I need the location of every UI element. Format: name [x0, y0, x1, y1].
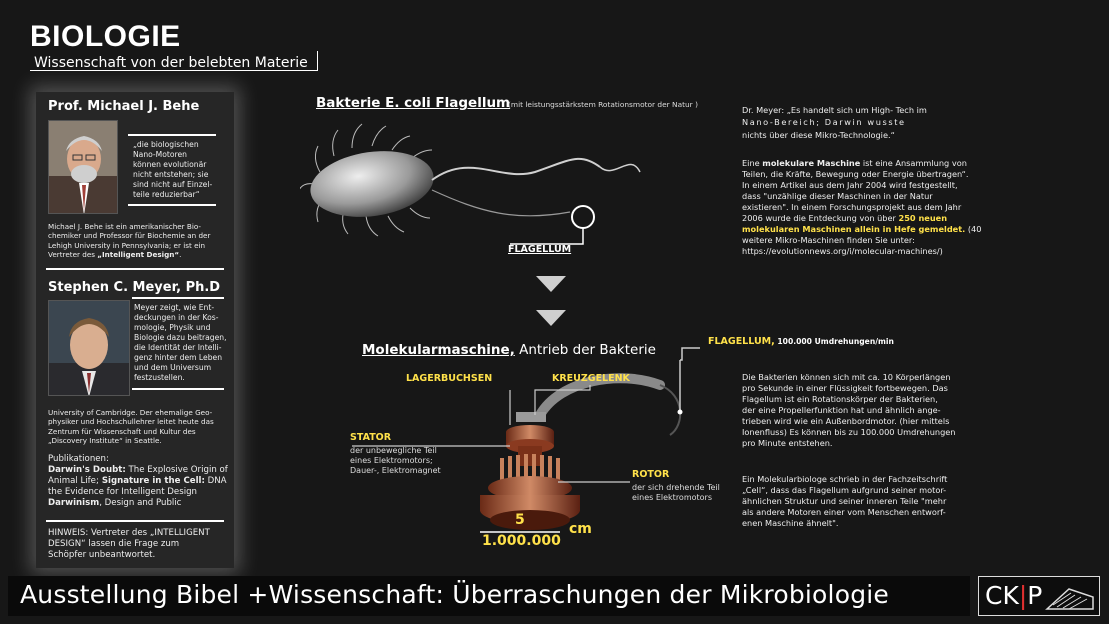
paragraph-text: (40	[965, 224, 982, 234]
paragraph-line: trieben wird wie ein Außenbordmotor. (hier mittels	[742, 416, 950, 426]
paragraph-line: der eine Propellerfunktion hat und ähnlich ange-	[742, 405, 941, 415]
kreuzgelenk-label: KREUZGELENK	[552, 373, 630, 384]
bacterium-body	[306, 144, 438, 225]
paragraph-line: Teilen, die Kräfte, Bewegung oder Energie übertragen“.	[742, 169, 969, 179]
behe-quote-line: teile reduzierbar“	[133, 190, 200, 199]
flagellum-motor-label-text: FLAGELLUM,	[708, 336, 775, 347]
page-subtitle: Wissenschaft von der belebten Materie	[34, 55, 308, 71]
intelligent-design-term: „Intelligent Design“	[97, 250, 180, 260]
motor-filament	[660, 385, 680, 435]
motor-heading-rest: Antrieb der Bakterie	[514, 342, 656, 358]
note-divider	[46, 520, 224, 522]
meyer-bio-line: physiker und Hochschullehrer leitet heute das	[48, 417, 214, 427]
publication-line: the Evidence for Intelligent Design	[48, 487, 197, 497]
meyer-quote-line: die Identität der Intelli-	[134, 343, 222, 352]
meyer-bio	[48, 408, 214, 446]
meyer-quote-line: Meyer zeigt, wie Ent-	[134, 303, 215, 312]
paragraph-line: weitere Mikro-Maschinen finden Sie unter:	[742, 235, 915, 245]
meyer-quote-bottom-rule	[132, 388, 224, 390]
scale-unit: cm	[569, 521, 592, 537]
ecoli-illustration	[300, 112, 660, 262]
flagellum-label: FLAGELLUM	[508, 244, 572, 255]
page-title: BIOLOGIE	[30, 20, 181, 53]
logo-text: CK|P	[985, 581, 1043, 610]
paragraph-line: ähnlichen Struktur und seiner inneren Teile "mehr	[742, 496, 947, 506]
molecular-machine-paragraph	[742, 158, 981, 257]
arrow-down-icon	[536, 276, 566, 292]
paragraph-line	[742, 158, 981, 169]
paragraph-line: Flagellum ist ein Rotationskörper der Bakterien,	[742, 394, 938, 404]
down-arrows	[534, 274, 568, 330]
flagellum-tip	[600, 165, 640, 172]
paragraph-line	[742, 224, 981, 235]
building-icon	[1045, 583, 1095, 611]
section-divider	[46, 268, 224, 270]
scale-denominator: 1.000.000	[482, 533, 561, 549]
behe-bio	[48, 222, 210, 260]
flagellum-callout-line	[510, 228, 583, 244]
meyer-statement	[742, 104, 927, 141]
footer-text: Ausstellung Bibel +Wissenschaft: Überraschungen der Mikrobiologie	[20, 580, 889, 609]
behe-quote-line: Nano-Motoren	[133, 150, 187, 159]
note-line: HINWEIS: Vertreter des „INTELLIGENT	[48, 528, 210, 538]
publications-heading: Publikationen:	[48, 454, 109, 464]
cell-journal-paragraph	[742, 474, 947, 529]
behe-bio-line	[48, 250, 210, 259]
behe-quote-line: nicht entstehen; sie	[133, 170, 209, 179]
behe-quote-top-rule	[128, 134, 216, 136]
publication-text: DNA	[204, 476, 227, 486]
note-line: Schöpfer unbeantwortet.	[48, 550, 156, 560]
bacteria-heading: Bakterie E. coli Flagellum	[316, 95, 511, 111]
paragraph-line: In einem Artikel aus dem Jahr 2004 wird festgestellt,	[742, 180, 958, 190]
meyer-portrait	[48, 300, 130, 396]
meyer-quote-top-rule	[132, 297, 224, 299]
publication-line	[48, 465, 228, 476]
ckp-logo	[978, 576, 1100, 616]
publication-title: Darwin's Doubt:	[48, 465, 126, 475]
stator-desc-line: Dauer-, Elektromagnet	[350, 466, 441, 475]
rotor-label: ROTOR	[632, 469, 670, 480]
stator-desc-line: eines Elektromotors;	[350, 456, 433, 465]
scale-numerator: 5	[515, 512, 525, 528]
behe-quote-bottom-rule	[128, 204, 216, 206]
logo-text-left: CK	[985, 581, 1019, 610]
behe-quote	[133, 140, 212, 200]
publication-line	[48, 498, 228, 509]
paragraph-line	[742, 213, 981, 224]
motor-heading-bold: Molekularmaschine,	[362, 342, 515, 358]
sidebar-panel	[36, 92, 234, 568]
paragraph-line: Ionenfluss) Es können bis zu 100.000 Umdrehungen	[742, 427, 956, 437]
meyer-statement-line: Dr. Meyer: „Es handelt sich um High- Tech im	[742, 105, 927, 115]
flagellum-filament	[432, 159, 600, 180]
stator-label: STATOR	[350, 432, 392, 443]
meyer-statement-line: nichts über diese Mikro-Technologie.“	[742, 129, 895, 140]
bacteria-movement-paragraph	[742, 372, 956, 449]
paragraph-line: Die Bakterien können sich mit ca. 10 Körperlängen	[742, 372, 951, 382]
meyer-quote	[134, 303, 227, 383]
meyer-quote-line: Biologie dazu beitragen,	[134, 333, 227, 342]
meyer-quote-line: deckungen in der Kos-	[134, 313, 219, 322]
paragraph-line: Ein Molekularbiologe schrieb in der Fachzeitschrift	[742, 474, 948, 484]
behe-bio-line: Michael J. Behe ist ein amerikanischer Bio-	[48, 222, 201, 231]
behe-quote-line: können evolutionär	[133, 160, 207, 169]
meyer-quote-line: genz hinter dem Leben	[134, 353, 223, 362]
paragraph-line: dass "unzählige dieser Maschinen in der Natur	[742, 191, 933, 201]
publication-text: The Explosive Origin of	[125, 465, 228, 475]
paragraph-line: pro Minute entstehen.	[742, 438, 833, 448]
meyer-quote-line: festzustellen.	[134, 373, 185, 382]
publication-title: Signature in the Cell:	[98, 476, 205, 486]
meyer-bio-line: Zentrum für Wissenschaft und Kultur des	[48, 426, 196, 436]
meyer-name: Stephen C. Meyer, Ph.D	[48, 280, 221, 295]
hinweis-note	[48, 528, 210, 561]
paragraph-text: ist eine Ansammlung von	[862, 158, 967, 168]
paragraph-line: „Cell“, dass das Flagellum aufgrund seiner motor-	[742, 485, 947, 495]
behe-portrait	[48, 120, 118, 214]
behe-bio-text: Vertreter des	[48, 250, 98, 260]
publication-text: , Design and Public	[99, 498, 182, 508]
paragraph-text: 2006 wurde die Entdeckung von über	[742, 213, 899, 223]
behe-portrait-image	[49, 121, 118, 214]
rotor-description	[632, 483, 720, 503]
paragraph-line: existieren". In einem Forschungsprojekt aus dem Jahr	[742, 202, 962, 212]
bacteria-heading-note: (mit leistungsstärkstem Rotationsmotor der Natur )	[508, 100, 698, 109]
meyer-bio-line: University of Cambridge. Der ehemalige Geo-	[48, 408, 213, 417]
paragraph-line: enen Maschine ähnelt".	[742, 518, 839, 528]
rotor-desc-line: eines Elektromotors	[632, 493, 712, 502]
highlight-text: 250 neuen	[898, 213, 948, 223]
meyer-statement-line: Nano-Bereich; Darwin wusste	[742, 117, 906, 128]
logo-text-right: P	[1027, 581, 1043, 610]
flagellum-highlight-circle	[572, 206, 594, 228]
meyer-portrait-image	[49, 301, 130, 396]
publication-title: Darwinism	[48, 498, 100, 508]
behe-bio-line: chemiker und Professor für Biochemie an der	[48, 231, 211, 241]
lagerbuchsen-label: LAGERBUCHSEN	[406, 373, 493, 384]
meyer-quote-line: mologie, Physik und	[134, 323, 211, 332]
highlight-text: molekularen Maschinen allein in Hefe gemeldet.	[742, 224, 966, 234]
behe-quote-line: sind nicht auf Einzel-	[133, 180, 213, 189]
stator-description	[350, 446, 441, 476]
behe-bio-line: Lehigh University in Pennsylvania; er ist ein	[48, 240, 206, 250]
paragraph-line: pro Sekunde in einer Flüssigkeit fortbewegen. Das	[742, 383, 948, 393]
rotor-desc-line: der sich drehende Teil	[632, 483, 720, 492]
behe-name: Prof. Michael J. Behe	[48, 99, 200, 114]
meyer-bio-line: „Discovery Institute“ in Seattle.	[48, 436, 162, 446]
stator-desc-line: der unbewegliche Teil	[350, 446, 437, 455]
molecular-machines-link: https://evolutionnews.org/i/molecular-machines/)	[742, 246, 943, 256]
paragraph-text: Eine	[742, 158, 763, 168]
flagellum-speed: 100.000 Umdrehungen/min	[774, 337, 894, 346]
behe-quote-line: „die biologischen	[133, 140, 199, 149]
flagellum-motor-label	[708, 336, 894, 347]
note-line: DESIGN“ lassen die Frage zum	[48, 539, 180, 549]
publications	[48, 454, 228, 509]
publication-text: Animal Life;	[48, 476, 99, 486]
behe-bio-text: .	[179, 250, 182, 260]
flagellum-filament-2	[432, 190, 570, 216]
arrow-down-icon	[536, 310, 566, 326]
meyer-quote-line: und dem Universum	[134, 363, 212, 372]
molecular-machine-term: molekulare Maschine	[762, 158, 861, 168]
publication-line	[48, 476, 228, 487]
paragraph-line: als andere Motoren einer vom Menschen entworf-	[742, 507, 946, 517]
